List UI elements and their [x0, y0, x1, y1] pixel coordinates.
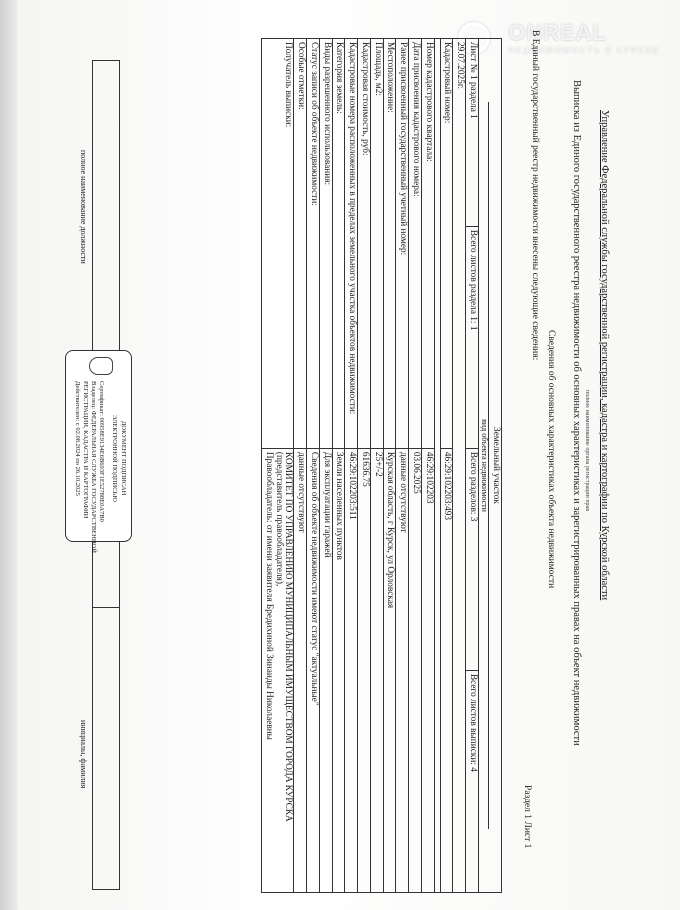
emblem-icon — [89, 357, 113, 375]
row-value: 46:29:102203:511 — [345, 448, 358, 892]
row-value: 25+/-2 — [370, 448, 383, 892]
stamp-valid: Действителен: с 02.08.2024 по 26.10.2025 — [74, 381, 81, 496]
object-type-caption: вид объекта недвижимости — [480, 102, 489, 829]
sheet-info-row — [466, 39, 479, 893]
date-row — [453, 39, 466, 893]
stamp-subtitle: ЭЛЕКТРОННОЙ ПОДПИСЬЮ — [111, 415, 118, 502]
row-value: Для эксплуатации гаражей — [319, 448, 332, 892]
spacer-row — [434, 39, 440, 893]
table-row — [358, 39, 371, 893]
position-label: полное наименование должности — [79, 150, 88, 264]
stamp-title: ДОКУМЕНТ ПОДПИСАН — [120, 421, 127, 496]
object-type-row — [478, 39, 501, 893]
characteristics-table — [261, 38, 502, 893]
recipient-owner: Правообладатель: от имени заявителя Бредихиной Зинаиды Николаевны — [263, 451, 274, 740]
sheet-total-sections: Всего разделов: 3 — [466, 448, 479, 670]
extract-title: Выписка из Единого государственного реестра недвижимости об основных характеристиках и зарегистрированных правах на объект недвижимости — [571, 80, 582, 746]
row-label: Дата присвоения кадастрового номера: — [409, 39, 422, 449]
cadastral-number-row — [440, 39, 453, 893]
section-label: Раздел 1 Лист 1 — [522, 785, 532, 849]
row-label: Особые отметки: — [294, 39, 307, 449]
row-label: Площадь, м2: — [370, 39, 383, 449]
cadastral-number-value: 46:29:102203:493 — [440, 448, 453, 892]
row-label: Статус записи об объекте недвижимости: — [307, 39, 320, 449]
row-label: Номер кадастрового квартала: — [421, 39, 434, 449]
row-value: данные отсутствуют — [294, 448, 307, 892]
table-row — [319, 39, 332, 893]
row-label: Ранее присвоенный государственный учетный номер: — [396, 39, 409, 449]
agency-title: Управление Федеральной службы государственной регистрации, кадастра и картографии по Курской области — [599, 110, 610, 601]
row-value: 46:29:102203 — [421, 448, 434, 892]
cadastral-number-label: Кадастровый номер: — [440, 39, 453, 449]
recipient-name: КОМИТЕТ ПО УПРАВЛЕНИЮ МУНИЦИПАЛЬНЫМ ИМУЩЕСТВОМ ГОРОДА КУРСКА — [283, 451, 294, 822]
recipient-label: Получатель выписки: — [262, 39, 294, 449]
row-value: 61636.75 — [358, 448, 371, 892]
info-title: Сведения об основных характеристиках объекта недвижимости — [546, 330, 556, 589]
table-row — [332, 39, 345, 893]
row-label: Кадастровые номера расположенных в пределах земельного участка объектов недвижимости: — [345, 39, 358, 449]
row-value: данные отсутствуют — [396, 448, 409, 892]
stamp-issued-2: РЕГИСТРАЦИИ, КАДАСТРА И КАРТОГРАФИИ — [82, 381, 89, 519]
sheet-number: Лист № 1 раздела 1 — [466, 39, 479, 227]
table-row — [370, 39, 383, 893]
stamp-cert: Сертификат: 00958E9134E6B693F1E52788E0A7B0 — [98, 381, 105, 522]
table-row — [383, 39, 396, 893]
row-value: Земли населенных пунктов — [332, 448, 345, 892]
edrn-intro: В Единый государственный реестр недвижимости внесены следующие сведения: — [530, 30, 540, 361]
record-date: 29.07.2025г. — [453, 39, 466, 893]
row-label: Кадастровая стоимость, руб: — [358, 39, 371, 449]
recipient-role: (представитель правообладателя), — [273, 451, 284, 587]
table-row — [409, 39, 422, 893]
table-row — [294, 39, 307, 893]
watermark-brand: ONREAL — [508, 20, 607, 45]
e-signature-stamp — [65, 350, 132, 553]
row-label: Категория земель: — [332, 39, 345, 449]
table-row — [345, 39, 358, 893]
table-row — [396, 39, 409, 893]
agency-note: полное наименование органа регистрации прав — [584, 390, 590, 512]
table-row — [421, 39, 434, 893]
stamp-issued-1: Владелец: ФЕДЕРАЛЬНАЯ СЛУЖБА ГОСУДАРСТВЕННОЙ — [90, 381, 97, 553]
row-value: Курская область, г Курск, ул Орловская — [383, 448, 396, 892]
row-label: Виды разрешенного использования: — [319, 39, 332, 449]
row-label: Местоположение: — [383, 39, 396, 449]
recipient-row — [262, 39, 294, 893]
object-type-value: Земельный участок — [491, 427, 501, 504]
table-row — [307, 39, 320, 893]
name-label: инициалы, фамилия — [79, 720, 88, 789]
sheet-total-sheets: Всего листов выписки: 4 — [466, 670, 479, 892]
row-value: 03.06.2025 — [409, 448, 422, 892]
sheet-total-section: Всего листов раздела 1: 1 — [466, 226, 479, 448]
row-value: Сведения об объекте недвижимости имеют статус "актуальные" — [307, 448, 320, 892]
watermark-tagline: НЕДВИЖИМОСТЬ В КУРСКЕ — [508, 46, 660, 55]
